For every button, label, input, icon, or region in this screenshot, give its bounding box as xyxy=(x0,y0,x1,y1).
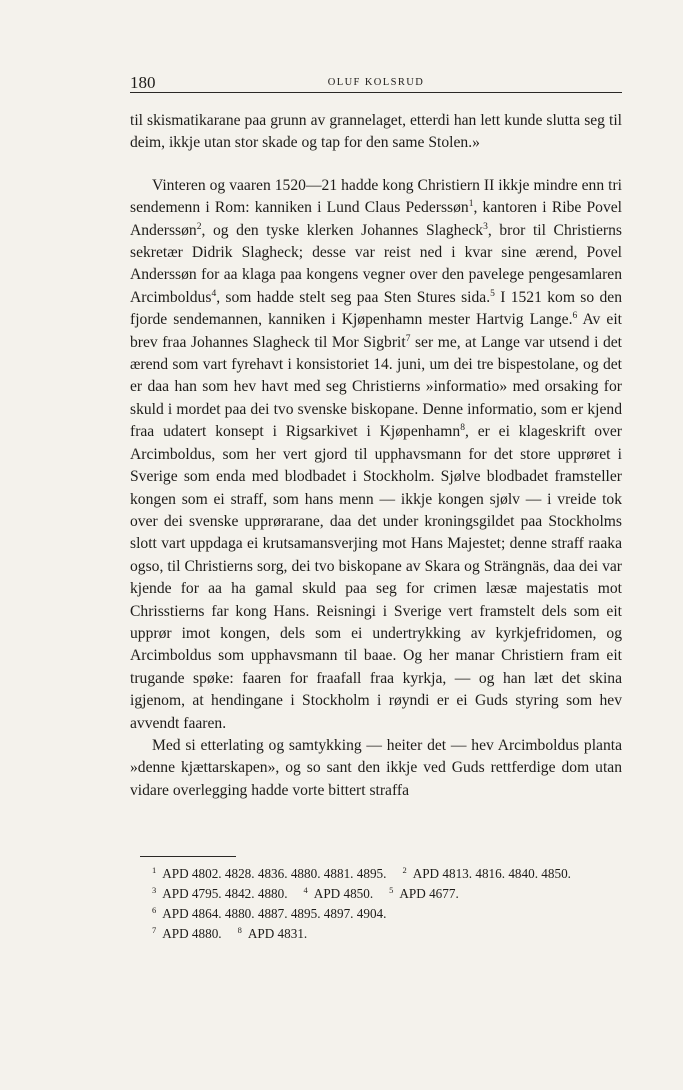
footnote-text: APD 4677. xyxy=(399,886,459,901)
footnote-ref-3[interactable]: 3 xyxy=(483,221,488,232)
footnote-mark: 5 xyxy=(389,885,394,895)
text-span: , kantoren i Ribe Povel Anderssøn xyxy=(130,199,623,239)
footnote-text: APD 4880. xyxy=(162,926,222,941)
footnote-6 xyxy=(152,904,386,924)
footnote-text: APD 4850. xyxy=(313,886,374,901)
footnote-text: APD 4795. 4842. 4880. xyxy=(162,886,288,901)
footnote-mark: 8 xyxy=(237,925,242,935)
footnote-mark: 1 xyxy=(152,865,157,875)
footnote-text: APD 4831. xyxy=(247,926,308,941)
footnote-1 xyxy=(152,864,386,884)
paragraph-1: til skismatikarane paa grunn av grannelaget, etterdi han lett kunde slutta seg til deim, ikkje utan stor skade og tap for den same Stolen.» xyxy=(130,112,622,152)
footnote-ref-6[interactable]: 6 xyxy=(572,311,578,322)
page-number: 180 xyxy=(130,73,156,92)
footnote-ref-2[interactable]: 2 xyxy=(196,221,202,232)
footnote-mark: 2 xyxy=(402,865,407,875)
text-span: , som hadde stelt seg paa Sten Stures sida. xyxy=(216,288,491,306)
text-span: , er ei klageskrift over Arcimboldus, som her vert gjord til upphavsmann for det store upprøret i Sverige som enda med blodbadet i Stockholm. Sjølve blodbadet framsteller kongen som ei straff, som hans menn — ikkje kongen sjølv — i vreide tok over dei svenske upprørarane, daa det under kroningsgildet paa Stockholms slott vart uppdaga ei krutsamansverjing mot Hans Majestet; denne straff raaka ogso, til Christierns sorg, dei tvo biskopane av Skara og Strängnäs, daa dei var kjende for aa ha gamal skuld paa seg for crimen læsæ majestatis mot Chrisstierns far kong Hans. Reisningi i Sverige vert framstelt dels som eit upprør imot kongen, dels som ei undertrykking av kyrkjefridomen, og Arcimboldus som upphavsmann til baae. Og her manar Christiern fram eit trugande spøke: faaren for fraafall fraa kyrkja, — og han læt det skina igjenom, at hendingane i Stockholm i røyndi er ei Guds styring som hev avvendt faaren. xyxy=(130,423,622,732)
paragraph-2 xyxy=(130,175,622,735)
footnote-4 xyxy=(304,884,374,904)
footnote-ref-7[interactable]: 7 xyxy=(405,333,411,344)
footnote-line xyxy=(152,904,630,924)
text-span: , og den tyske klerken Johannes Slagheck xyxy=(201,221,484,239)
body-text xyxy=(130,110,622,802)
running-head: OLUF KOLSRUD xyxy=(327,77,425,88)
footnote-3 xyxy=(152,884,288,904)
footnote-text: APD 4813. 4816. 4840. 4850. xyxy=(412,866,571,881)
footnotes xyxy=(152,864,630,944)
footnote-mark: 3 xyxy=(152,885,157,895)
footnote-mark: 7 xyxy=(152,925,157,935)
page-header xyxy=(130,74,622,93)
footnote-mark: 6 xyxy=(152,905,157,915)
footnote-5 xyxy=(389,884,459,904)
footnote-ref-4[interactable]: 4 xyxy=(211,288,217,299)
footnote-ref-1[interactable]: 1 xyxy=(468,199,474,210)
text-span: Vinteren og vaaren 1520—21 hadde kong Christiern II ikkje mindre enn tri sendemenn i Rom: kanniken i Lund Claus Pederssøn xyxy=(130,176,622,217)
text-span: ser me, at Lange var utsend i det ærend som vart fyrehavt i konsistoriet 14. juni, um dei tre bispestolane, og det er daa han som hev havt med seg Christierns »informatio» med orsaking for skuld i mordet paa dei tvo svenske biskopane. Denne informatio, som er kjend fraa udatert konsept i Rigsarkivet i Kjøpenhamn xyxy=(130,333,623,441)
footnote-2 xyxy=(402,864,571,884)
text-span: I 1521 kom so den fjorde sendemannen, kanniken i Kjøpenhamn mester Hartvig Lange. xyxy=(130,288,622,329)
footnote-separator xyxy=(140,856,236,857)
footnote-text: APD 4864. 4880. 4887. 4895. 4897. 4904. xyxy=(162,906,387,921)
footnote-line xyxy=(152,864,630,884)
footnote-mark: 4 xyxy=(303,885,308,895)
text-span: , bror til Christierns sekretær Didrik Slagheck; desse var reist ned i kvar sine ærend, Povel Anderssøn for aa klaga paa kongens vegner over den pavelege pengesamlaren Arcimboldus xyxy=(130,221,622,306)
footnote-7 xyxy=(152,924,222,944)
footnote-line xyxy=(152,924,630,944)
footnote-ref-5[interactable]: 5 xyxy=(490,288,495,299)
text-span: Av eit brev fraa Johannes Slagheck til Mor Sigbrit xyxy=(130,311,622,351)
paragraph-3: Med si etterlating og samtykking — heiter det — hev Arcimboldus planta »denne kjættarskapen», og so sant den ikkje ved Guds rettferdige dom utan vidare overlegging hadde vorte bittert straffa xyxy=(130,736,622,799)
footnote-line xyxy=(152,884,630,904)
footnote-8 xyxy=(238,924,308,944)
footnote-text: APD 4802. 4828. 4836. 4880. 4881. 4895. xyxy=(162,866,387,881)
footnote-ref-8[interactable]: 8 xyxy=(460,423,465,434)
